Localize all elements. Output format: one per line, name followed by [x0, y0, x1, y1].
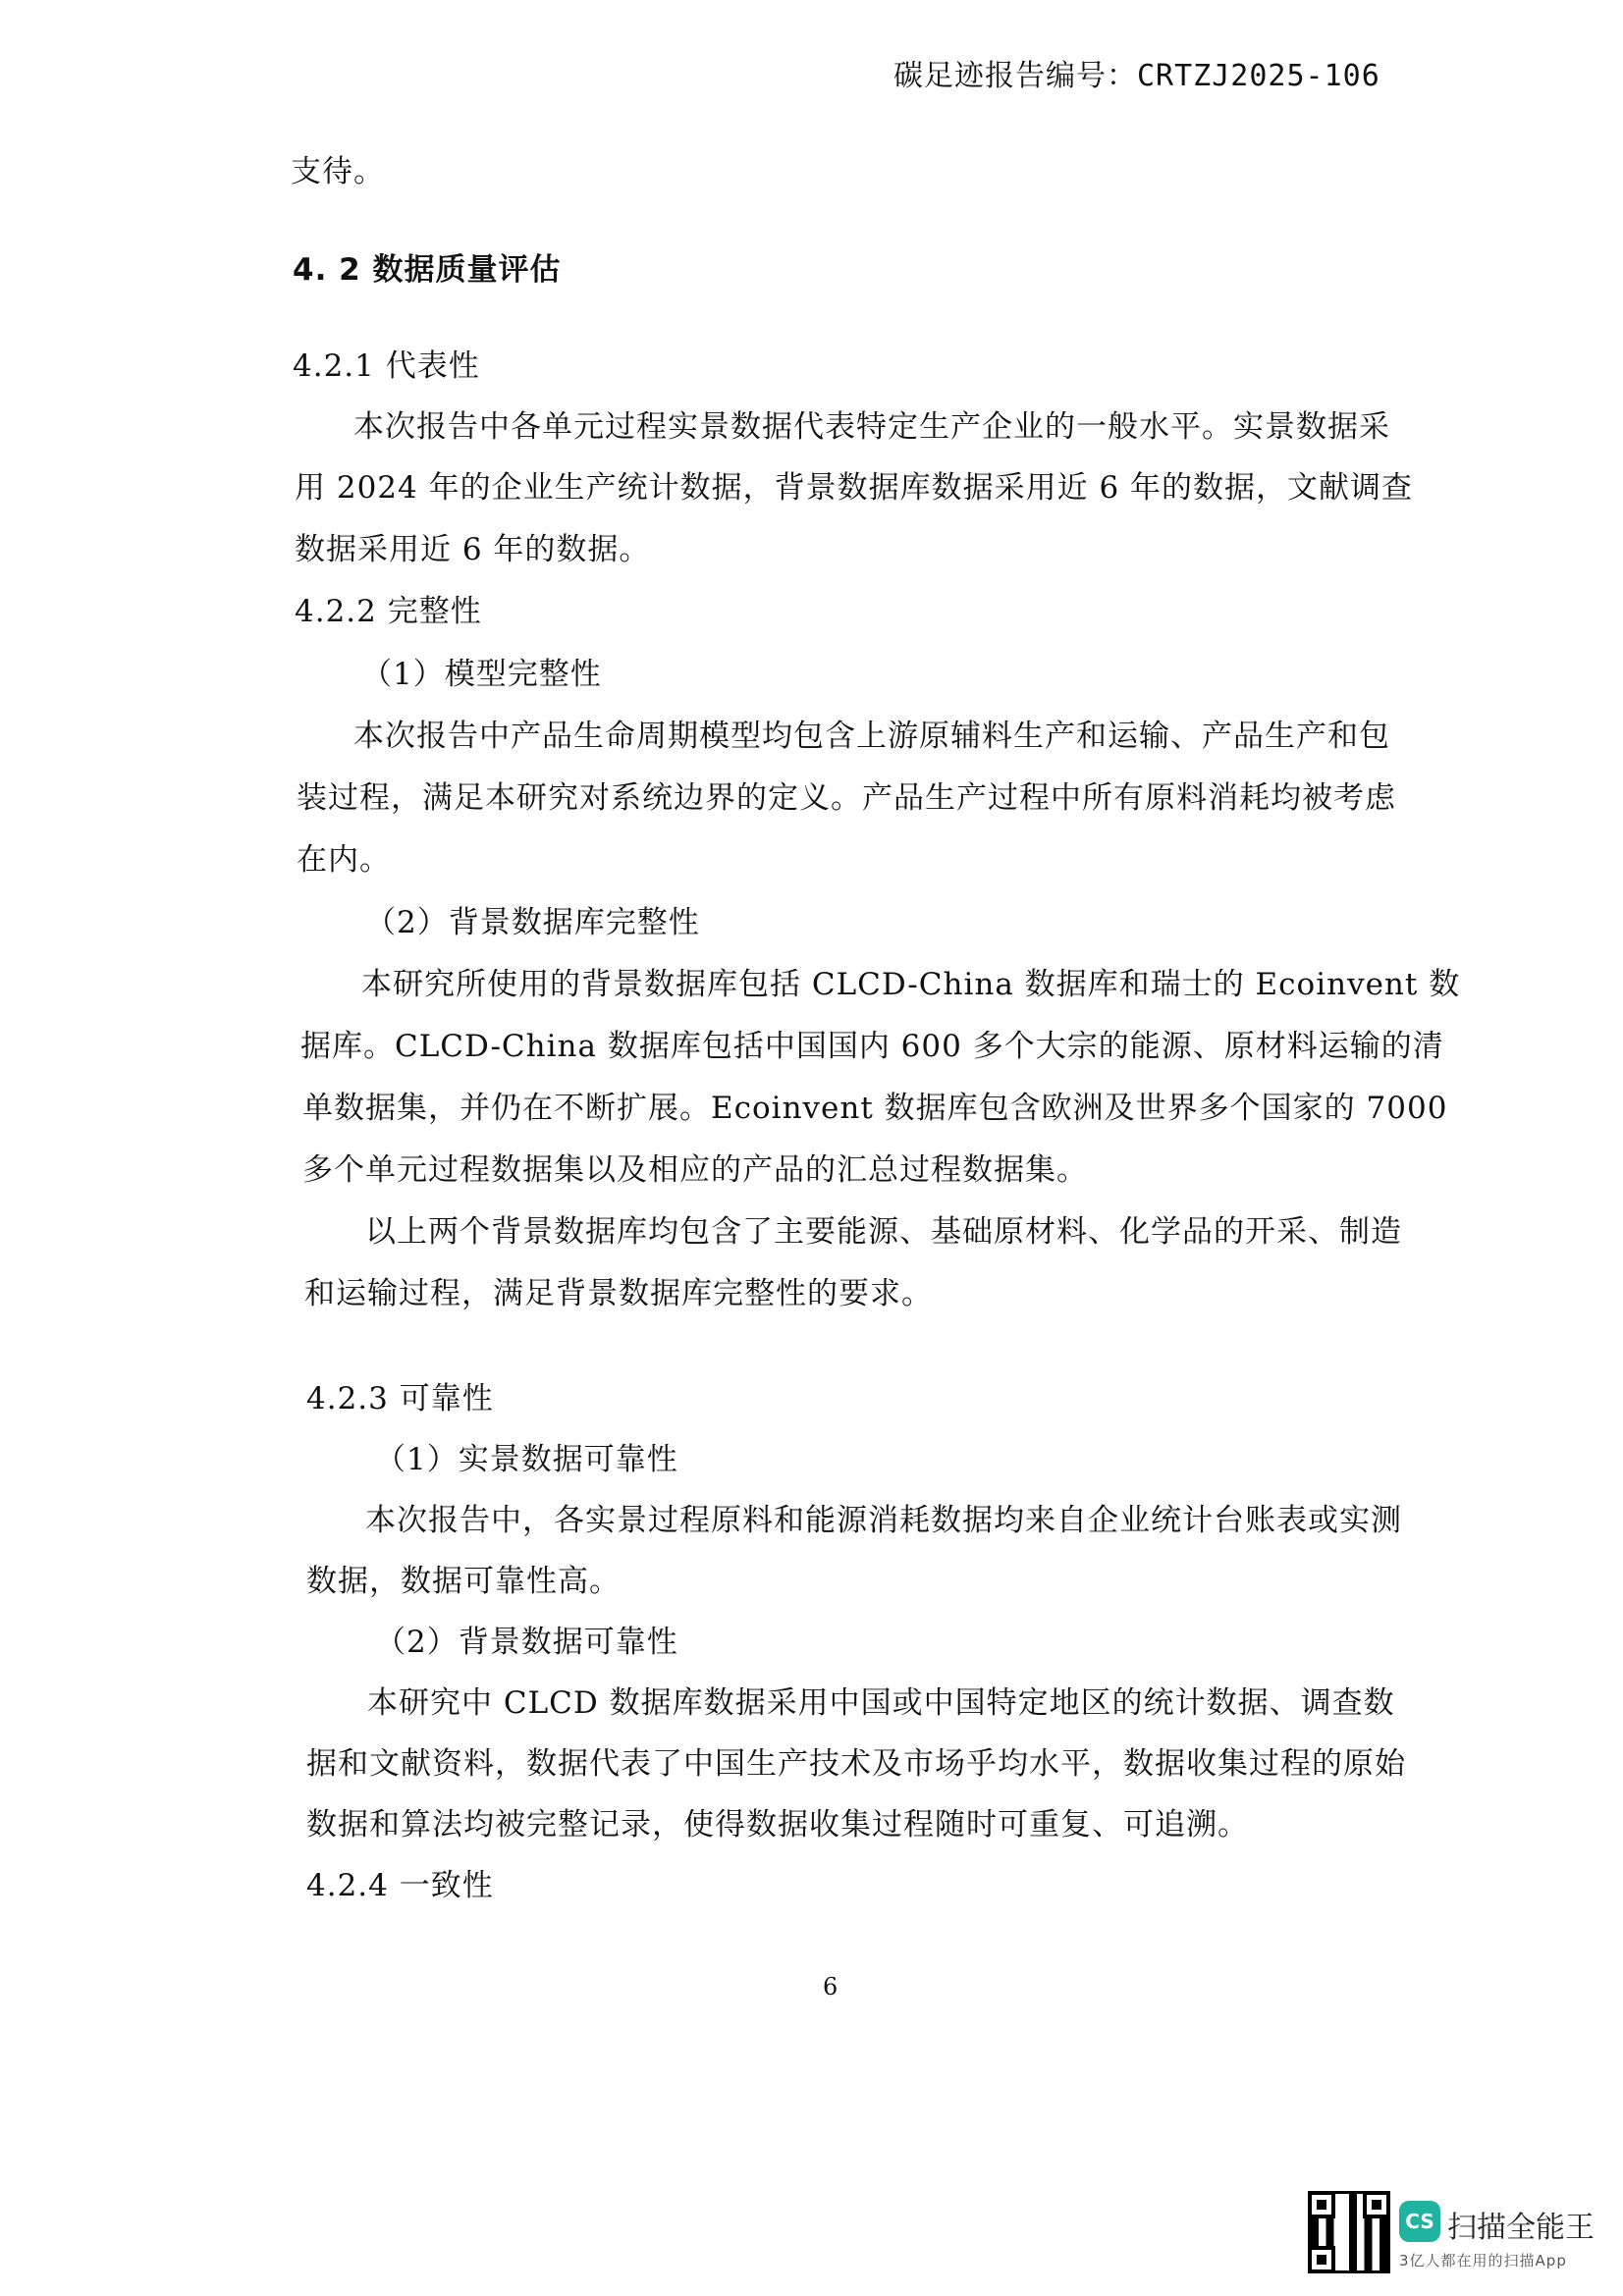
paragraph-line: 数据采用近 6 年的数据。 — [295, 532, 651, 567]
subsection-heading: 4.2.3 可靠性 — [306, 1381, 494, 1416]
list-heading: （1）实景数据可靠性 — [375, 1442, 678, 1477]
paragraph-line: 多个单元过程数据集以及相应的产品的汇总过程数据集。 — [302, 1152, 1088, 1188]
list-heading: （2）背景数据库完整性 — [365, 905, 700, 940]
paragraph-line: 在内。 — [297, 842, 391, 878]
paragraph-line: 数据和算法均被完整记录，使得数据收集过程随时可重复、可追溯。 — [306, 1807, 1249, 1842]
list-heading: （1）模型完整性 — [361, 657, 602, 692]
paragraph-line: 数据，数据可靠性高。 — [306, 1564, 621, 1599]
paragraph-line: 据库。CLCD-China 数据库包括中国国内 600 多个大宗的能源、原材料运输的清 — [300, 1029, 1444, 1064]
section-heading: 4. 2 数据质量评估 — [293, 252, 562, 288]
paragraph-line: 单数据集，并仍在不断扩展。Ecoinvent 数据库包含欧洲及世界多个国家的 7000 — [302, 1091, 1448, 1126]
scanner-tagline: 3亿人都在用的扫描App — [1399, 2252, 1567, 2269]
paragraph-line: 和运输过程，满足背景数据库完整性的要求。 — [304, 1276, 933, 1311]
paragraph-line: 本次报告中各单元过程实景数据代表特定生产企业的一般水平。实景数据采 — [353, 409, 1390, 445]
paragraph-line: 以上两个背景数据库均包含了主要能源、基础原材料、化学品的开采、制造 — [365, 1214, 1402, 1250]
paragraph-line: 用 2024 年的企业生产统计数据，背景数据库数据采用近 6 年的数据，文献调查 — [295, 470, 1414, 506]
paragraph-line: 据和文献资料，数据代表了中国生产技术及市场乎均水平，数据收集过程的原始 — [306, 1746, 1406, 1782]
page-number: 6 — [823, 1973, 839, 2001]
list-heading: （2）背景数据可靠性 — [375, 1625, 678, 1660]
paragraph-line: 本次报告中，各实景过程原料和能源消耗数据均来自企业统计台账表或实测 — [365, 1503, 1402, 1538]
subsection-heading: 4.2.2 完整性 — [295, 594, 482, 629]
scanner-logo-icon: CS — [1399, 2201, 1440, 2242]
paragraph-line: 支待。 — [291, 154, 385, 189]
qr-code-icon — [1308, 2191, 1390, 2273]
paragraph-line: 本次报告中产品生命周期模型均包含上游原辅料生产和运输、产品生产和包 — [353, 719, 1390, 754]
report-number: 碳足迹报告编号：CRTZJ2025-106 — [893, 59, 1380, 93]
subsection-heading: 4.2.1 代表性 — [293, 348, 480, 384]
paragraph-line: 装过程，满足本研究对系统边界的定义。产品生产过程中所有原料消耗均被考虑 — [297, 780, 1396, 816]
scanner-brand-name: 扫描全能王 — [1447, 2211, 1595, 2245]
paragraph-line: 本研究中 CLCD 数据库数据采用中国或中国特定地区的统计数据、调查数 — [367, 1685, 1395, 1721]
subsection-heading: 4.2.4 一致性 — [306, 1868, 494, 1903]
paragraph-line: 本研究所使用的背景数据库包括 CLCD-China 数据库和瑞士的 Ecoinvent 数 — [361, 967, 1461, 1002]
